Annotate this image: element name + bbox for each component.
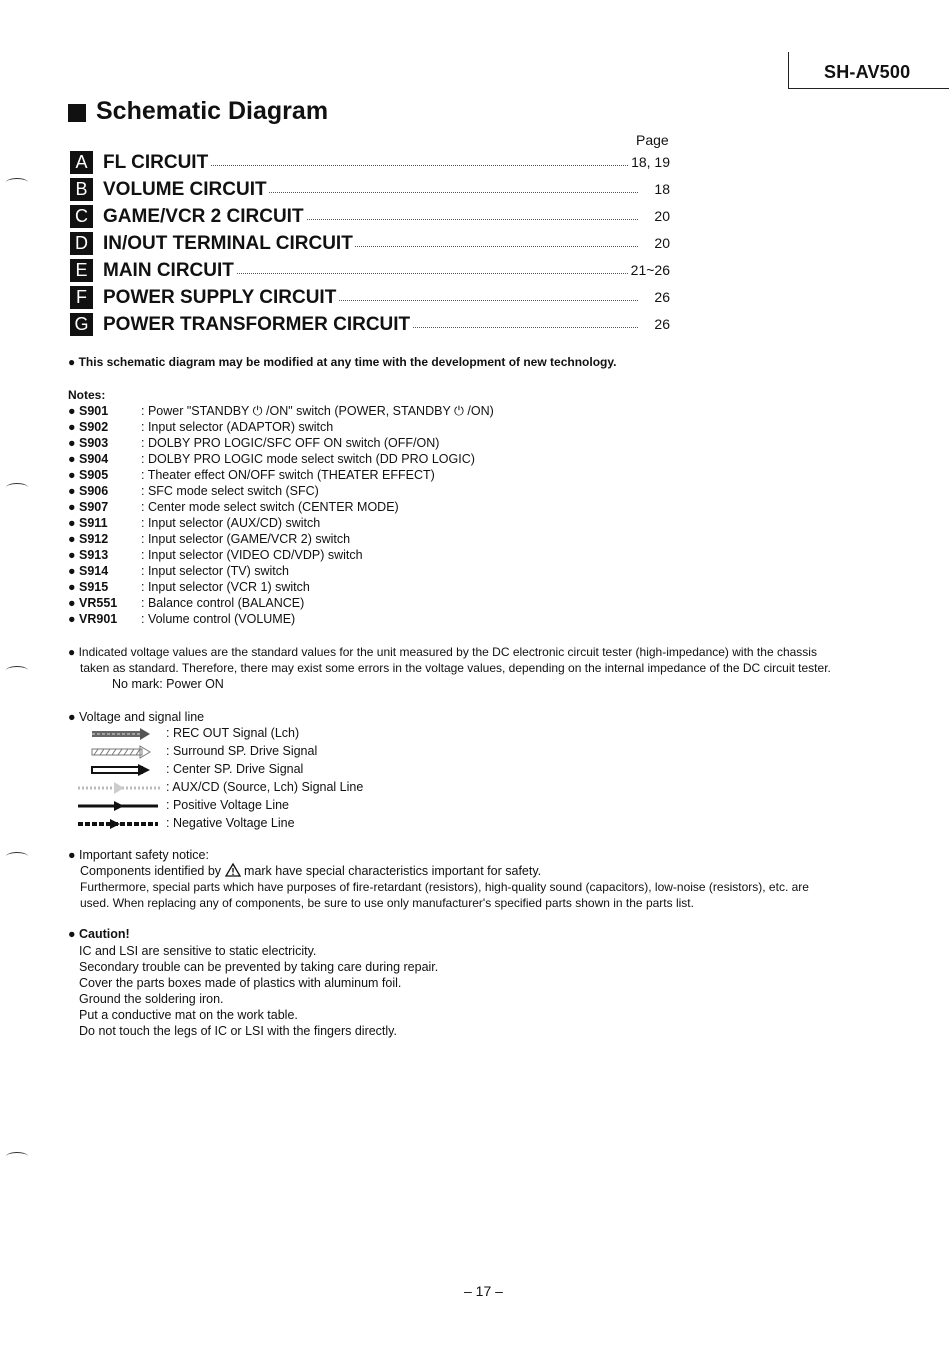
legend-label: : AUX/CD (Source, Lch) Signal Line xyxy=(166,780,364,794)
toc-item-title: IN/OUT TERMINAL CIRCUIT xyxy=(103,233,353,254)
toc-item-title: FL CIRCUIT xyxy=(103,152,209,173)
aux-cd-line-icon xyxy=(78,780,160,796)
switch-code: ● S907 xyxy=(68,500,109,514)
switch-code: ● S915 xyxy=(68,580,109,594)
legend-label: : Negative Voltage Line xyxy=(166,816,295,830)
switch-desc: : Input selector (VIDEO CD/VDP) switch xyxy=(141,548,363,562)
switch-code: ● VR901 xyxy=(68,612,118,626)
toc-item-title: POWER SUPPLY CIRCUIT xyxy=(103,287,337,308)
toc-item-page: 18, 19 xyxy=(628,154,670,170)
legend-label: : REC OUT Signal (Lch) xyxy=(166,726,300,740)
scan-mark xyxy=(6,852,28,861)
center-line-icon xyxy=(78,762,160,778)
switch-code: ● S905 xyxy=(68,468,109,482)
page-title: Schematic Diagram xyxy=(96,97,329,125)
caution-line: Ground the soldering iron. xyxy=(79,992,224,1006)
switch-code: ● S914 xyxy=(68,564,109,578)
switch-desc: : Input selector (GAME/VCR 2) switch xyxy=(141,532,351,546)
switch-code: ● VR551 xyxy=(68,596,118,610)
caution-line: IC and LSI are sensitive to static electricity. xyxy=(79,944,317,958)
toc-item-page: 26 xyxy=(651,289,670,305)
switch-desc: : Balance control (BALANCE) xyxy=(141,596,305,610)
switch-desc: : Input selector (VCR 1) switch xyxy=(141,580,310,594)
switch-desc: : Input selector (TV) switch xyxy=(141,564,289,578)
legend-label: : Center SP. Drive Signal xyxy=(166,762,304,776)
legend-label: : Surround SP. Drive Signal xyxy=(166,744,318,758)
switch-desc: : Center mode select switch (CENTER MODE) xyxy=(141,500,399,514)
legend-header: ● Voltage and signal line xyxy=(68,710,205,724)
toc-letter-badge: E xyxy=(70,259,93,282)
switch-desc: : Input selector (AUX/CD) switch xyxy=(141,516,321,530)
switch-code: ● S913 xyxy=(68,548,109,562)
toc-item xyxy=(70,151,670,175)
voltage-note-line1: ● Indicated voltage values are the standard values for the unit measured by the DC electronic circuit tester (high-impedance) with the chassis xyxy=(68,645,817,659)
toc-item-page: 18 xyxy=(651,181,670,197)
toc-item-page: 26 xyxy=(651,316,670,332)
safety-line1-post: mark have special characteristics important for safety. xyxy=(244,864,542,878)
switch-code: ● S903 xyxy=(68,436,109,450)
toc-item-page: 21~26 xyxy=(628,262,670,278)
voltage-note-line3: No mark: Power ON xyxy=(112,677,224,691)
model-number: SH-AV500 xyxy=(824,62,911,82)
switch-desc: : Theater effect ON/OFF switch (THEATER EFFECT) xyxy=(141,468,435,482)
switch-code: ● S904 xyxy=(68,452,109,466)
title-bullet-icon xyxy=(68,104,86,122)
toc-letter-badge: G xyxy=(70,313,93,336)
caution-line: Put a conductive mat on the work table. xyxy=(79,1008,298,1022)
toc-item xyxy=(70,259,670,283)
modify-note: ● This schematic diagram may be modified at any time with the development of new technology. xyxy=(68,355,617,369)
switch-code: ● S901 xyxy=(68,404,109,418)
toc-item-title: POWER TRANSFORMER CIRCUIT xyxy=(103,314,411,335)
toc-item xyxy=(70,232,670,256)
switch-desc: : DOLBY PRO LOGIC mode select switch (DD PRO LOGIC) xyxy=(141,452,475,466)
toc-item-title: VOLUME CIRCUIT xyxy=(103,179,267,200)
caution-line: Secondary trouble can be prevented by taking care during repair. xyxy=(79,960,439,974)
safety-line2: Furthermore, special parts which have purposes of fire-retardant (resistors), high-quality sound (capacitors), low-noise (resistors), etc. are xyxy=(80,880,809,894)
toc-item-page: 20 xyxy=(651,235,670,251)
scan-mark xyxy=(6,666,28,675)
toc-item-title: GAME/VCR 2 CIRCUIT xyxy=(103,206,304,227)
safety-line1 xyxy=(80,863,541,879)
positive-voltage-line-icon xyxy=(78,798,160,814)
switch-code: ● S911 xyxy=(68,516,108,530)
caution-line: Cover the parts boxes made of plastics with aluminum foil. xyxy=(79,976,402,990)
switch-desc: : Power "STANDBY ⏻ /ON" switch (POWER, STANDBY ⏻ /ON) xyxy=(141,404,494,418)
scan-mark xyxy=(6,178,28,187)
toc-letter-badge: D xyxy=(70,232,93,255)
safety-line3: used. When replacing any of components, be sure to use only manufacturer's specified parts shown in the parts list. xyxy=(80,896,694,910)
warning-triangle-icon xyxy=(225,863,241,877)
caution-line: Do not touch the legs of IC or LSI with the fingers directly. xyxy=(79,1024,397,1038)
switch-desc: : DOLBY PRO LOGIC/SFC OFF ON switch (OFF/ON) xyxy=(141,436,440,450)
toc-item xyxy=(70,313,670,337)
toc-letter-badge: F xyxy=(70,286,93,309)
scan-mark xyxy=(6,1152,28,1161)
toc-item-title: MAIN CIRCUIT xyxy=(103,260,234,281)
notes-header: Notes: xyxy=(68,388,106,402)
page-number: – 17 – xyxy=(464,1283,503,1299)
scan-mark xyxy=(6,483,28,492)
surround-line-icon xyxy=(78,744,160,760)
toc-item-page: 20 xyxy=(651,208,670,224)
negative-voltage-line-icon xyxy=(78,816,160,832)
toc-letter-badge: B xyxy=(70,178,93,201)
switch-code: ● S902 xyxy=(68,420,109,434)
toc-item xyxy=(70,286,670,310)
toc-letter-badge: A xyxy=(70,151,93,174)
caution-header: ● Caution! xyxy=(68,927,130,941)
toc-page-header: Page xyxy=(636,132,669,148)
rec-out-line-icon xyxy=(78,726,160,742)
legend-label: : Positive Voltage Line xyxy=(166,798,289,812)
toc-item xyxy=(70,205,670,229)
switch-desc: : Input selector (ADAPTOR) switch xyxy=(141,420,334,434)
toc-letter-badge: C xyxy=(70,205,93,228)
switch-desc: : Volume control (VOLUME) xyxy=(141,612,296,626)
voltage-note-line2: taken as standard. Therefore, there may exist some errors in the voltage values, depending on the internal impedance of the DC circuit tester. xyxy=(80,661,831,675)
safety-line1-pre: Components identified by xyxy=(80,864,222,878)
safety-header: ● Important safety notice: xyxy=(68,848,209,862)
toc-item xyxy=(70,178,670,202)
switch-desc: : SFC mode select switch (SFC) xyxy=(141,484,319,498)
switch-code: ● S912 xyxy=(68,532,109,546)
switch-code: ● S906 xyxy=(68,484,109,498)
